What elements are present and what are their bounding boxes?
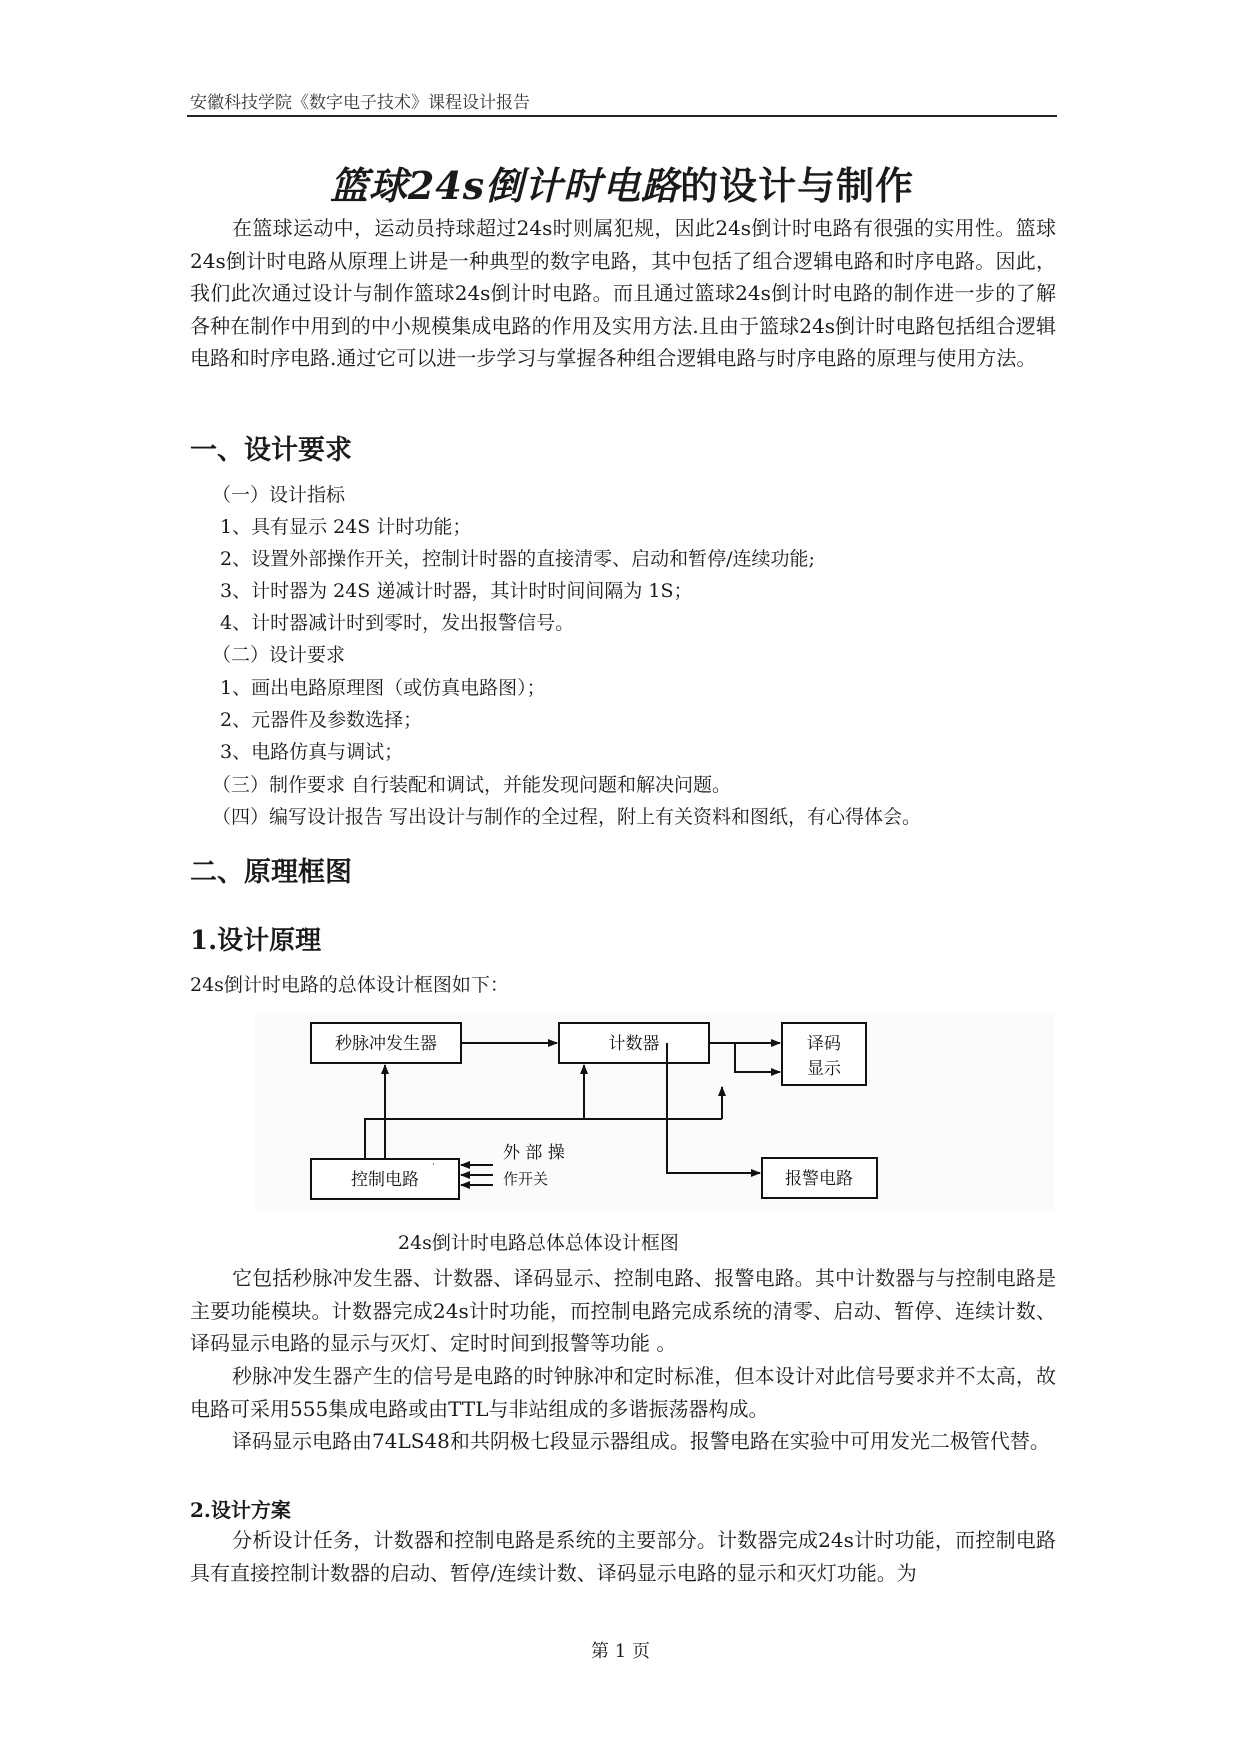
counter-label: 计数器: [608, 1034, 660, 1054]
alarm-circuit-label: 报警电路: [785, 1169, 853, 1189]
section1-line-7: 2、元器件及参数选择；: [220, 709, 423, 731]
diagram-intro: 24s倒计时电路的总体设计框图如下：: [190, 974, 509, 996]
section1-line-10: （四）编写设计报告 写出设计与制作的全过程，附上有关资料和图纸，有心得体会。: [212, 806, 922, 828]
section1-line-1: 1、具有显示 24S 计时功能；: [220, 516, 472, 538]
section1-line-2: 2、设置外部操作开关，控制计时器的直接清零、启动和暂停/连续功能;: [220, 548, 815, 570]
section1-line-8: 3、电路仿真与调试；: [220, 741, 404, 763]
section1-line-4: 4、计时器减计时到零时，发出报警信号。: [220, 612, 575, 634]
intro-paragraph: 在篮球运动中，运动员持球超过24s时则属犯规，因此24s倒计时电路有很强的实用性。篮球24s倒计时电路从原理上讲是一种典型的数字电路，其中包括了组合逻辑电路和时序电路。因此，我们此次通过设计与制作篮球24s倒计时电路。而且通过篮球24s倒计时电路的制作进一步的了解各种在制作中用到的中小规模集成电路的作用及实用方法.且由于篮球24s倒计时电路包括组合逻辑电路和时序电路.通过它可以进一步学习与掌握各种组合逻辑电路与时序电路的原理与使用方法。: [190, 216, 1056, 370]
paragraph-plan: 分析设计任务，计数器和控制电路是系统的主要部分。计数器完成24s计时功能，而控制电路具有直接控制计数器的启动、暂停/连续计数、译码显示电路的显示和灭灯功能。为: [190, 1528, 1056, 1585]
section1-line-9: （三）制作要求 自行装配和调试，并能发现问题和解决问题。: [212, 774, 732, 796]
paragraph-decode: 译码显示电路由74LS48和共阴极七段显示器组成。报警电路在实验中可用发光二极管代替。: [232, 1429, 1050, 1453]
ext-switch-label-line2: 作开关: [503, 1170, 549, 1188]
decode-label-line1: 译码: [807, 1034, 841, 1054]
title-styled-part: 篮球24s倒计时电路: [329, 163, 681, 208]
section1-line-6: 1、画出电路原理图（或仿真电路图）；: [220, 677, 546, 699]
section1-line-3: 3、计时器为 24S 递减计时器，其计时时间间隔为 1S；: [220, 580, 693, 602]
section1-heading: 一、设计要求: [190, 435, 352, 466]
subsection-design-plan: 2.设计方案: [190, 1498, 291, 1522]
title-rest: 的设计与制作: [680, 163, 915, 208]
block-diagram: [255, 1012, 1055, 1212]
ext-switch-label-line1: 外 部 操: [503, 1143, 565, 1163]
document-title: [187, 155, 1057, 210]
paragraph-pulse: 秒脉冲发生器产生的信号是电路的时钟脉冲和定时标准，但本设计对此信号要求并不太高，故电路可采用555集成电路或由TTL与非站组成的多谐振荡器构成。: [190, 1364, 1056, 1421]
header-rule: [187, 115, 1057, 117]
decode-label-line2: 显示: [807, 1059, 841, 1079]
section2-heading: 二、原理框图: [190, 857, 352, 888]
subsection-design-principle: 1.设计原理: [190, 926, 322, 956]
control-circuit-label: 控制电路: [351, 1170, 419, 1190]
pulse-generator-label: 秒脉冲发生器: [335, 1034, 437, 1054]
section1-line-0: （一）设计指标: [212, 484, 346, 506]
paragraph-components: 它包括秒脉冲发生器、计数器、译码显示、控制电路、报警电路。其中计数器与与控制电路是主要功能模块。计数器完成24s计时功能，而控制电路完成系统的清零、启动、暂停、连续计数、译码显示电路的显示与灭灯、定时时间到报警等功能 。: [190, 1266, 1056, 1355]
page-number: 第 1 页: [591, 1641, 650, 1662]
section1-line-5: （二）设计要求: [212, 644, 346, 666]
diagram-caption: 24s倒计时电路总体总体设计框图: [398, 1232, 679, 1254]
running-header: 安徽科技学院《数字电子技术》课程设计报告: [190, 93, 530, 113]
